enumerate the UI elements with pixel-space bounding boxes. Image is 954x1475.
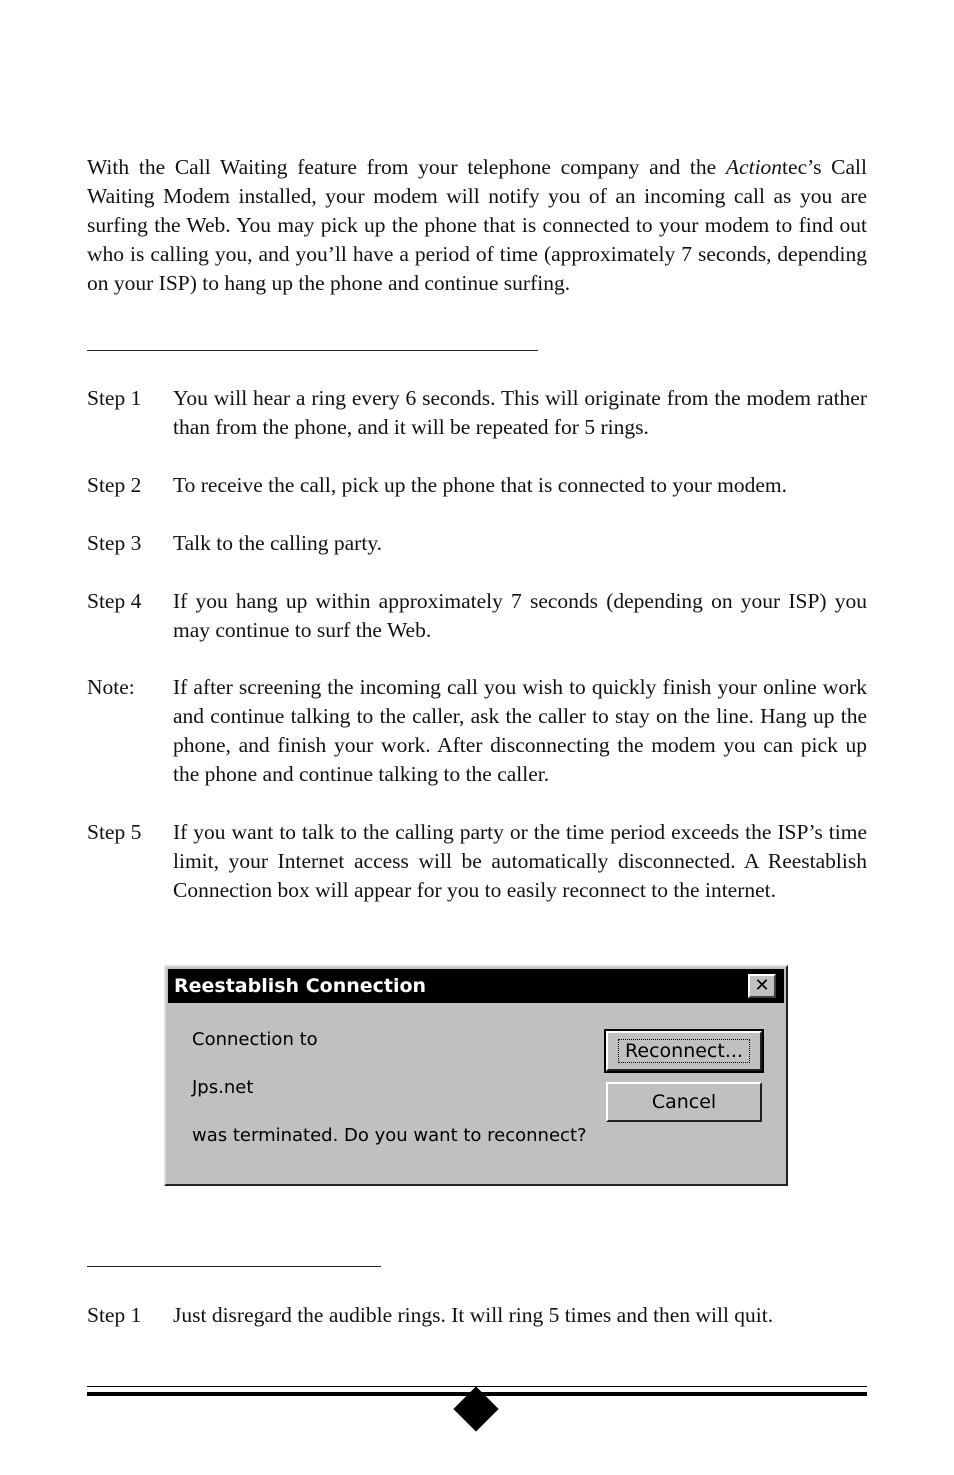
step-text: To receive the call, pick up the phone that is connected to your modem. [173,473,788,497]
reconnect-button[interactable] [606,1031,762,1071]
step-label: Step 1 [87,386,142,410]
section-rule [87,1266,381,1267]
dialog-title: Reestablish Connection [174,975,427,997]
dialog-message-line3: was terminated. Do you want to reconnect? [192,1125,587,1146]
step-label: Step 1 [87,1303,142,1327]
section-rule [87,350,538,351]
step-2 [87,471,867,500]
step-text: Talk to the calling party. [173,531,383,555]
step-text: If you hang up within approximately 7 seconds (depending on your ISP) you may continue to surf the Web. [173,589,867,642]
step-text: Just disregard the audible rings. It will ring 5 times and then will quit. [173,1303,774,1327]
step-3 [87,529,867,558]
note [87,673,867,789]
second-section-step-1 [87,1301,867,1330]
step-text: You will hear a ring every 6 seconds. This will originate from the modem rather than from the phone, and it will be repeated for 5 rings. [173,386,867,439]
step-label: Step 2 [87,473,142,497]
close-button[interactable] [748,974,776,998]
step-1 [87,384,867,442]
reconnect-button-label: Reconnect... [618,1039,750,1063]
step-5 [87,818,867,905]
step-4 [87,587,867,645]
cancel-button[interactable]: Cancel [606,1082,762,1122]
note-label: Note: [87,675,135,699]
dialog-message-line2: Jps.net [192,1077,254,1098]
close-icon: ✕ [754,975,770,996]
intro-paragraph: With the Call Waiting feature from your telephone company and the Actiontec’s Call Waiting Modem installed, your modem will notify you of an incoming call as you are surfing the Web. You may pick up the phone that is connected to your modem to find out who is calling you, and you’ll have a period of time (approximately 7 seconds, depending on your ISP) to hang up the phone and continue surfing. [87,155,868,295]
step-label: Step 5 [87,820,142,844]
note-text: If after screening the incoming call you wish to quickly finish your online work and continue talking to the caller, ask the caller to stay on the line. Hang up the phone, and finish your work. After disconnecting the modem you can pick up the phone and continue talking to the caller. [173,675,867,786]
dialog-title-bar [168,969,784,1003]
reestablish-connection-dialog [164,965,788,1186]
step-text: If you want to talk to the calling party or the time period exceeds the ISP’s time limit, your Internet access will be automatically disconnected. A Reestablish Connection box will appear for you to easily reconnect to the internet. [173,820,867,902]
dialog-message-line1: Connection to [192,1029,318,1050]
step-label: Step 4 [87,589,142,613]
step-label: Step 3 [87,531,142,555]
